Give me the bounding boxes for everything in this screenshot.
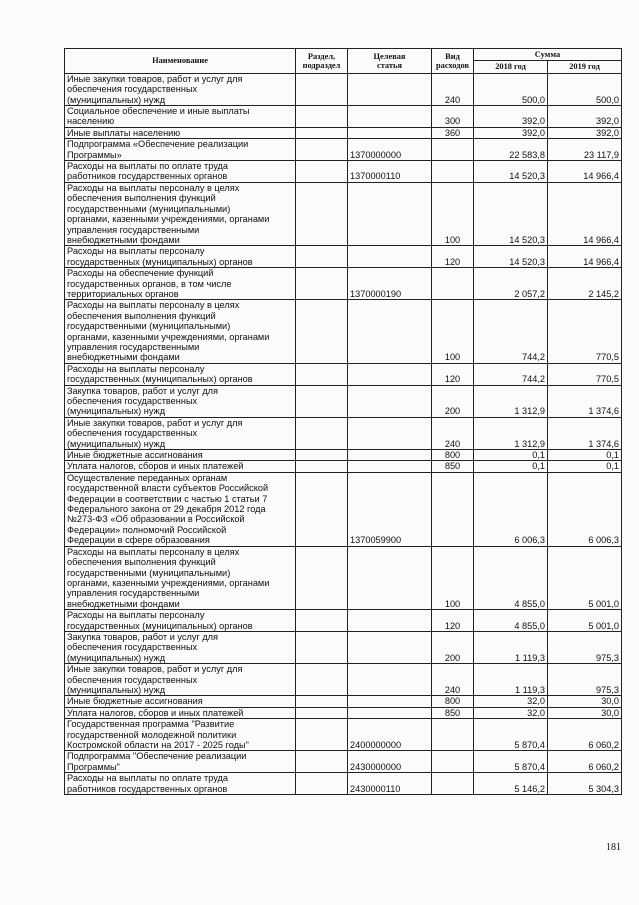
row-target	[348, 300, 432, 363]
row-kind: 240	[432, 73, 474, 105]
row-section	[296, 773, 348, 795]
row-section	[296, 631, 348, 663]
row-name: Иные закупки товаров, работ и услуг для обеспечения государственных (муниципальных) нужд	[65, 417, 296, 449]
table-row	[65, 696, 622, 707]
row-name: Осуществление переданных органам государственной власти субъектов Российской Федерации в соответствии с частью 1 статьи 7 Федерального закона от 29 декабря 2012 года №273-ФЗ «Об образовании в Российской Федерации» полномочий Российской Федерации в сфере образования	[65, 472, 296, 546]
row-kind: 240	[432, 664, 474, 696]
row-target	[348, 385, 432, 417]
row-kind: 800	[432, 696, 474, 707]
row-sum-2019: 5 304,3	[548, 773, 622, 795]
row-section	[296, 610, 348, 632]
row-sum-2018: 32,0	[474, 696, 548, 707]
row-sum-2018: 4 855,0	[474, 610, 548, 632]
row-sum-2019: 770,5	[548, 363, 622, 385]
row-kind: 800	[432, 450, 474, 461]
row-sum-2019: 6 060,2	[548, 751, 622, 773]
row-sum-2019: 14 966,4	[548, 182, 622, 245]
header-year-2019: 2019 год	[548, 61, 622, 73]
row-sum-2018: 14 520,3	[474, 161, 548, 183]
row-sum-2019: 770,5	[548, 300, 622, 363]
row-sum-2019: 14 966,4	[548, 246, 622, 268]
row-kind: 360	[432, 127, 474, 138]
row-target	[348, 610, 432, 632]
row-sum-2019: 5 001,0	[548, 546, 622, 609]
row-sum-2018: 0,1	[474, 461, 548, 472]
row-kind: 240	[432, 417, 474, 449]
row-kind: 120	[432, 610, 474, 632]
row-target	[348, 246, 432, 268]
row-sum-2018: 22 583,8	[474, 139, 548, 161]
table-row	[65, 472, 622, 546]
row-section	[296, 546, 348, 609]
row-section	[296, 106, 348, 128]
row-sum-2018: 5 870,4	[474, 751, 548, 773]
row-sum-2018: 392,0	[474, 106, 548, 128]
table-row	[65, 610, 622, 632]
row-section	[296, 73, 348, 105]
row-name: Государственная программа "Развитие государственной молодежной политики Костромской области на 2017 - 2025 годы"	[65, 719, 296, 751]
row-sum-2018: 1 119,3	[474, 631, 548, 663]
row-target: 2430000000	[348, 751, 432, 773]
table-row	[65, 363, 622, 385]
header-year-2018: 2018 год	[474, 61, 548, 73]
table-row	[65, 106, 622, 128]
row-target: 1370000000	[348, 139, 432, 161]
page-number: 181	[606, 842, 621, 853]
row-kind	[432, 751, 474, 773]
row-sum-2019: 23 117,9	[548, 139, 622, 161]
row-section	[296, 363, 348, 385]
row-section	[296, 139, 348, 161]
row-sum-2018: 392,0	[474, 127, 548, 138]
table-row	[65, 161, 622, 183]
row-sum-2019: 392,0	[548, 127, 622, 138]
table-row	[65, 300, 622, 363]
row-name: Расходы на выплаты персоналу в целях обеспечения выполнения функций государственными (муниципальными) органами, казенными учреждениями, органами управления государственными внебюджетными фондами	[65, 182, 296, 245]
row-sum-2018: 4 855,0	[474, 546, 548, 609]
table-row	[65, 139, 622, 161]
row-kind	[432, 719, 474, 751]
row-name: Уплата налогов, сборов и иных платежей	[65, 461, 296, 472]
row-name: Расходы на выплаты персоналу государственных (муниципальных) органов	[65, 610, 296, 632]
row-sum-2019: 975,3	[548, 664, 622, 696]
row-target	[348, 707, 432, 718]
row-name: Расходы на обеспечение функций государственных органов, в том числе территориальных органов	[65, 268, 296, 300]
row-section	[296, 385, 348, 417]
row-name: Расходы на выплаты по оплате труда работников государственных органов	[65, 161, 296, 183]
row-target	[348, 363, 432, 385]
row-sum-2018: 1 119,3	[474, 664, 548, 696]
row-sum-2018: 6 006,3	[474, 472, 548, 546]
header-target: Целевая статья	[348, 49, 432, 74]
row-section	[296, 182, 348, 245]
table-row	[65, 773, 622, 795]
row-section	[296, 719, 348, 751]
row-sum-2018: 14 520,3	[474, 246, 548, 268]
row-sum-2019: 14 966,4	[548, 161, 622, 183]
table-row	[65, 461, 622, 472]
row-section	[296, 300, 348, 363]
row-section	[296, 417, 348, 449]
row-sum-2019: 30,0	[548, 707, 622, 718]
row-kind: 200	[432, 631, 474, 663]
row-target	[348, 127, 432, 138]
row-name: Иные выплаты населению	[65, 127, 296, 138]
row-target	[348, 182, 432, 245]
row-target	[348, 546, 432, 609]
row-name: Закупка товаров, работ и услуг для обеспечения государственных (муниципальных) нужд	[65, 385, 296, 417]
row-kind: 120	[432, 363, 474, 385]
table-row	[65, 268, 622, 300]
row-name: Закупка товаров, работ и услуг для обеспечения государственных (муниципальных) нужд	[65, 631, 296, 663]
row-target	[348, 631, 432, 663]
row-section	[296, 664, 348, 696]
row-sum-2019: 2 145,2	[548, 268, 622, 300]
table-row	[65, 246, 622, 268]
row-section	[296, 707, 348, 718]
row-target: 2430000110	[348, 773, 432, 795]
row-sum-2019: 6 060,2	[548, 719, 622, 751]
row-kind: 100	[432, 300, 474, 363]
row-target	[348, 696, 432, 707]
row-name: Иные бюджетные ассигнования	[65, 450, 296, 461]
row-sum-2018: 1 312,9	[474, 385, 548, 417]
row-target	[348, 106, 432, 128]
row-sum-2019: 0,1	[548, 450, 622, 461]
row-sum-2019: 0,1	[548, 461, 622, 472]
row-name: Иные закупки товаров, работ и услуг для обеспечения государственных (муниципальных) нужд	[65, 73, 296, 105]
row-target	[348, 461, 432, 472]
row-section	[296, 751, 348, 773]
table-row	[65, 719, 622, 751]
row-kind: 300	[432, 106, 474, 128]
row-sum-2018: 2 057,2	[474, 268, 548, 300]
row-kind	[432, 161, 474, 183]
row-sum-2019: 975,3	[548, 631, 622, 663]
row-kind: 850	[432, 461, 474, 472]
row-sum-2019: 5 001,0	[548, 610, 622, 632]
row-name: Иные закупки товаров, работ и услуг для обеспечения государственных (муниципальных) нужд	[65, 664, 296, 696]
table-row	[65, 182, 622, 245]
row-kind	[432, 773, 474, 795]
row-sum-2018: 500,0	[474, 73, 548, 105]
row-kind	[432, 472, 474, 546]
header-name: Наименование	[65, 49, 296, 74]
row-sum-2019: 500,0	[548, 73, 622, 105]
row-section	[296, 161, 348, 183]
table-row	[65, 631, 622, 663]
table-row	[65, 73, 622, 105]
row-name: Расходы на выплаты персоналу в целях обеспечения выполнения функций государственными (муниципальными) органами, казенными учреждениями, органами управления государственными внебюджетными фондами	[65, 300, 296, 363]
row-sum-2019: 1 374,6	[548, 385, 622, 417]
row-section	[296, 127, 348, 138]
row-target	[348, 450, 432, 461]
row-sum-2019: 6 006,3	[548, 472, 622, 546]
row-sum-2018: 14 520,3	[474, 182, 548, 245]
row-section	[296, 246, 348, 268]
header-kind: Вид расходов	[432, 49, 474, 74]
row-target: 2400000000	[348, 719, 432, 751]
row-section	[296, 472, 348, 546]
row-name: Социальное обеспечение и иные выплаты населению	[65, 106, 296, 128]
table-row	[65, 127, 622, 138]
row-sum-2018: 744,2	[474, 363, 548, 385]
row-name: Подпрограмма «Обеспечение реализации Программы»	[65, 139, 296, 161]
row-sum-2019: 30,0	[548, 696, 622, 707]
row-kind: 850	[432, 707, 474, 718]
row-target	[348, 73, 432, 105]
row-kind: 200	[432, 385, 474, 417]
table-row	[65, 751, 622, 773]
row-target	[348, 417, 432, 449]
row-name: Расходы на выплаты персоналу государственных (муниципальных) органов	[65, 363, 296, 385]
table-row	[65, 385, 622, 417]
row-target	[348, 664, 432, 696]
row-sum-2018: 744,2	[474, 300, 548, 363]
budget-table	[64, 48, 622, 795]
row-sum-2018: 5 870,4	[474, 719, 548, 751]
row-target: 1370059900	[348, 472, 432, 546]
table-body	[65, 73, 622, 794]
row-kind: 120	[432, 246, 474, 268]
row-sum-2019: 1 374,6	[548, 417, 622, 449]
table-row	[65, 664, 622, 696]
row-sum-2018: 0,1	[474, 450, 548, 461]
table-row	[65, 417, 622, 449]
row-section	[296, 268, 348, 300]
header-sum: Сумма	[474, 49, 622, 61]
row-sum-2019: 392,0	[548, 106, 622, 128]
row-section	[296, 461, 348, 472]
table-row	[65, 450, 622, 461]
header-section: Раздел, подраздел	[296, 49, 348, 74]
row-name: Расходы на выплаты персоналу в целях обеспечения выполнения функций государственными (муниципальными) органами, казенными учреждениями, органами управления государственными внебюджетными фондами	[65, 546, 296, 609]
table-row	[65, 707, 622, 718]
row-kind	[432, 268, 474, 300]
row-sum-2018: 1 312,9	[474, 417, 548, 449]
row-sum-2018: 32,0	[474, 707, 548, 718]
row-kind: 100	[432, 182, 474, 245]
header-row	[65, 49, 622, 61]
row-name: Подпрограмма "Обеспечение реализации Программы"	[65, 751, 296, 773]
row-name: Расходы на выплаты по оплате труда работников государственных органов	[65, 773, 296, 795]
row-name: Иные бюджетные ассигнования	[65, 696, 296, 707]
row-name: Уплата налогов, сборов и иных платежей	[65, 707, 296, 718]
row-kind	[432, 139, 474, 161]
row-section	[296, 696, 348, 707]
row-kind: 100	[432, 546, 474, 609]
row-target: 1370000190	[348, 268, 432, 300]
row-target: 1370000110	[348, 161, 432, 183]
row-section	[296, 450, 348, 461]
row-name: Расходы на выплаты персоналу государственных (муниципальных) органов	[65, 246, 296, 268]
table-row	[65, 546, 622, 609]
row-sum-2018: 5 146,2	[474, 773, 548, 795]
